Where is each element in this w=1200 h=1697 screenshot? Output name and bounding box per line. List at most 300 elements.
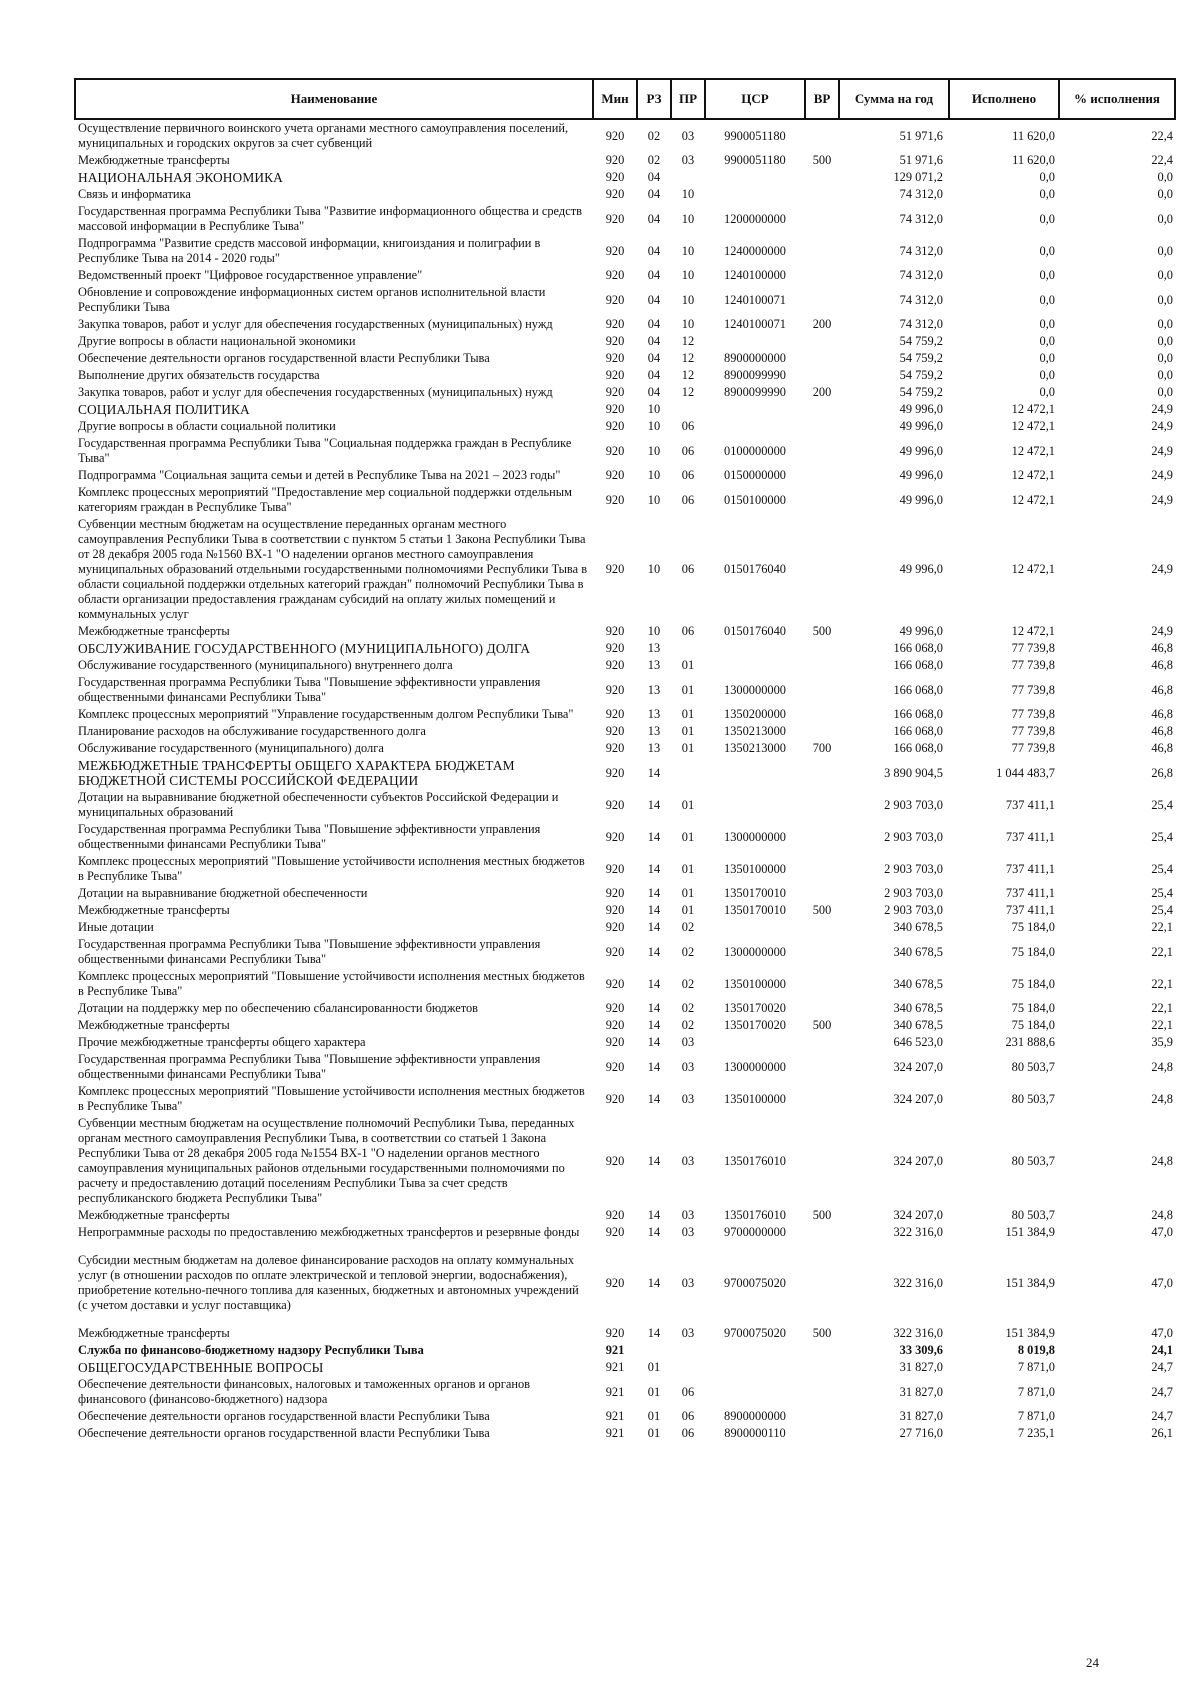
row-sum: 646 523,0: [893, 1035, 943, 1049]
row-done: 151 384,9: [1005, 1225, 1055, 1239]
row-pct: 0,0: [1157, 334, 1173, 348]
row-rz: 04: [647, 268, 661, 282]
row-vr: [805, 1425, 839, 1442]
header-rz: РЗ: [637, 79, 671, 119]
row-pct: 22,4: [1151, 128, 1173, 143]
row-pr: 12: [681, 368, 695, 382]
row-csr: 1350213000: [724, 741, 786, 755]
row-vr: 700: [812, 741, 832, 755]
row-min: 921: [605, 1426, 625, 1440]
row-csr: 0150100000: [724, 492, 786, 507]
row-pr: 01: [681, 724, 695, 738]
row-pct: 0,0: [1157, 368, 1173, 382]
row-csr: 1350170010: [724, 903, 786, 917]
row-done: 737 411,1: [1005, 829, 1055, 844]
row-sum: 49 996,0: [899, 492, 943, 507]
row-name: Выполнение других обязательств государства: [78, 368, 320, 382]
row-name: Планирование расходов на обслуживание государственного долга: [78, 724, 426, 738]
row-pct: 22,1: [1151, 920, 1173, 934]
row-pr: 03: [681, 128, 695, 143]
row-rz: 04: [647, 187, 661, 201]
row-done: 12 472,1: [1011, 443, 1055, 458]
row-csr: 1350170020: [724, 1001, 786, 1015]
row-pr: [671, 640, 705, 657]
row-min: 920: [605, 562, 625, 576]
row-name: Государственная программа Республики Тыва "Повышение эффективности управления общественными финансами Республики Тыва": [78, 937, 541, 966]
row-name: Межбюджетные трансферты: [78, 1326, 230, 1340]
row-pr: 01: [681, 886, 695, 900]
row-rz: 01: [647, 1384, 661, 1399]
row-name: Субсидии местным бюджетам на долевое финансирование расходов на оплату коммунальных услуг (в отношении расходов по оплате электрической и тепловой энергии, водоснабжения), приобретение котельно-печного топлива для казенных, бюджетных и автономных учреждений (с учетом доставки и услуг поставщика): [78, 1253, 579, 1312]
table-row: [75, 169, 1175, 186]
row-pct: 46,8: [1151, 682, 1173, 697]
row-min: 920: [605, 1208, 625, 1222]
table-row: [75, 640, 1175, 657]
row-name: Комплекс процессных мероприятий "Предоставление мер социальной поддержки отдельным категориям граждан в Республике Тыва": [78, 485, 572, 514]
row-rz: 14: [647, 1275, 661, 1290]
row-vr: [805, 284, 839, 316]
row-rz: 14: [647, 1225, 661, 1239]
row-vr: [805, 186, 839, 203]
row-min: 920: [605, 1225, 625, 1239]
row-csr: 1300000000: [724, 682, 786, 697]
table-row: [75, 1376, 1175, 1408]
row-pct: 25,4: [1151, 861, 1173, 876]
row-sum: 49 996,0: [899, 562, 943, 576]
row-csr: 0100000000: [724, 443, 786, 458]
table-row: [75, 1241, 1175, 1314]
row-name: Межбюджетные трансферты: [78, 1018, 230, 1032]
table-row: [75, 235, 1175, 267]
header-pr: ПР: [671, 79, 705, 119]
row-csr: 9700075020: [724, 1275, 786, 1290]
row-vr: [805, 169, 839, 186]
row-csr: 0150176040: [724, 624, 786, 638]
row-pct: 24,8: [1151, 1153, 1173, 1168]
row-pr: 06: [681, 443, 695, 458]
row-rz: 14: [647, 765, 661, 780]
row-csr: [705, 186, 805, 203]
row-sum: 54 759,2: [899, 368, 943, 382]
table-row: [75, 1207, 1175, 1224]
row-done: 11 620,0: [1012, 128, 1055, 143]
row-pct: 24,7: [1151, 1360, 1173, 1374]
row-pct: 46,8: [1151, 741, 1173, 755]
row-pr: 01: [681, 829, 695, 844]
row-csr: 8900099990: [724, 368, 786, 382]
row-vr: [805, 936, 839, 968]
header-vr: ВР: [805, 79, 839, 119]
table-row: [75, 1408, 1175, 1425]
row-pct: 46,8: [1151, 641, 1173, 655]
row-done: 0,0: [1039, 211, 1055, 226]
table-row: [75, 1017, 1175, 1034]
row-name: Государственная программа Республики Тыва "Повышение эффективности управления общественными финансами Республики Тыва": [78, 675, 541, 704]
row-pct: 24,9: [1151, 492, 1173, 507]
row-done: 75 184,0: [1011, 976, 1055, 991]
row-csr: 1350100000: [724, 861, 786, 876]
row-name: Субвенции местным бюджетам на осуществление полномочий Республики Тыва, переданных органам местного самоуправления Республики Тыва, в соответствии со статьей 1 Закона Республики Тыва от 28 декабря 2005 года №1554 ВХ-1 "О наделении органов местного самоуправления муниципальных районов отдельными государственными полномочиями по расчету и предоставлению дотаций поселениям Республики Тыва за счет средств республиканского бюджета Республики Тыва": [78, 1116, 575, 1205]
row-csr: 9700000000: [724, 1225, 786, 1239]
row-name: Другие вопросы в области социальной политики: [78, 419, 336, 433]
row-vr: [805, 1034, 839, 1051]
row-pr: 06: [681, 1384, 695, 1399]
row-name: Подпрограмма "Социальная защита семьи и детей в Республике Тыва на 2021 – 2023 годы": [78, 468, 561, 482]
row-vr: [805, 723, 839, 740]
row-csr: 1300000000: [724, 829, 786, 844]
row-min: 920: [605, 334, 625, 348]
row-pr: [671, 1359, 705, 1376]
table-row: [75, 623, 1175, 640]
row-sum: 49 996,0: [899, 402, 943, 416]
row-pr: 02: [681, 976, 695, 991]
row-csr: [705, 657, 805, 674]
row-min: 920: [605, 724, 625, 738]
row-pct: 22,1: [1151, 976, 1173, 991]
row-name: Обновление и сопровождение информационных систем органов исполнительной власти Республики Тыва: [78, 285, 546, 314]
row-pct: 26,8: [1151, 765, 1173, 780]
row-vr: 500: [812, 624, 832, 638]
row-name: Комплекс процессных мероприятий "Управление государственным долгом Республики Тыва": [78, 707, 574, 721]
table-row: [75, 1051, 1175, 1083]
row-pct: 24,7: [1151, 1384, 1173, 1399]
row-pr: [671, 169, 705, 186]
row-sum: 340 678,5: [893, 1001, 943, 1015]
row-name: Комплекс процессных мероприятий "Повышение устойчивости исполнения местных бюджетов в Республике Тыва": [78, 969, 585, 998]
row-rz: 14: [647, 944, 661, 959]
row-pr: 03: [681, 1225, 695, 1239]
table-row: [75, 919, 1175, 936]
table-row: [75, 484, 1175, 516]
row-done: 80 503,7: [1011, 1208, 1055, 1222]
row-pct: 0,0: [1157, 243, 1173, 258]
row-rz: 14: [647, 920, 661, 934]
row-done: 12 472,1: [1011, 624, 1055, 638]
row-sum: 166 068,0: [893, 741, 943, 755]
row-pr: 06: [681, 624, 695, 638]
table-row: [75, 821, 1175, 853]
row-min: 920: [605, 1018, 625, 1032]
row-csr: 1240100071: [724, 317, 786, 331]
row-pr: 03: [681, 1208, 695, 1222]
row-pr: 06: [681, 1426, 695, 1440]
row-sum: 51 971,6: [899, 128, 943, 143]
row-min: 920: [605, 976, 625, 991]
row-name: Закупка товаров, работ и услуг для обеспечения государственных (муниципальных) нужд: [78, 317, 553, 331]
row-rz: 04: [647, 368, 661, 382]
row-pct: 22,1: [1151, 1018, 1173, 1032]
row-pr: 12: [681, 351, 695, 365]
row-pct: 24,9: [1151, 624, 1173, 638]
row-name: Межбюджетные трансферты: [78, 624, 230, 638]
row-min: 920: [605, 419, 625, 433]
row-rz: 13: [647, 641, 661, 655]
row-sum: 54 759,2: [899, 351, 943, 365]
table-row: [75, 119, 1175, 152]
table-row: [75, 1314, 1175, 1342]
row-sum: 49 996,0: [899, 468, 943, 482]
row-pct: 24,9: [1151, 468, 1173, 482]
row-csr: 1240000000: [724, 243, 786, 258]
row-name: Комплекс процессных мероприятий "Повышение устойчивости исполнения местных бюджетов в Республике Тыва": [78, 1084, 585, 1113]
row-pct: 24,8: [1151, 1091, 1173, 1106]
row-name: ОБЩЕГОСУДАРСТВЕННЫЕ ВОПРОСЫ: [78, 1360, 324, 1375]
table-row: [75, 740, 1175, 757]
table-row: [75, 284, 1175, 316]
row-vr: [805, 885, 839, 902]
row-done: 80 503,7: [1011, 1091, 1055, 1106]
row-min: 920: [605, 292, 625, 307]
row-name: Межбюджетные трансферты: [78, 1208, 230, 1222]
row-pct: 24,9: [1151, 402, 1173, 416]
row-min: 920: [605, 243, 625, 258]
row-rz: 14: [647, 976, 661, 991]
row-done: 0,0: [1039, 317, 1055, 331]
row-vr: [805, 1241, 839, 1314]
row-rz: 14: [647, 797, 661, 812]
row-csr: [705, 757, 805, 789]
row-sum: 2 903 703,0: [884, 886, 943, 900]
row-name: Прочие межбюджетные трансферты общего характера: [78, 1035, 366, 1049]
table-row: [75, 902, 1175, 919]
row-done: 12 472,1: [1011, 492, 1055, 507]
row-pr: 01: [681, 903, 695, 917]
row-pr: 10: [681, 211, 695, 226]
row-rz: 14: [647, 861, 661, 876]
row-vr: [805, 1000, 839, 1017]
row-min: 920: [605, 1326, 625, 1340]
table-row: [75, 723, 1175, 740]
row-sum: 340 678,5: [893, 920, 943, 934]
row-pr: 03: [681, 1091, 695, 1106]
row-done: 75 184,0: [1011, 920, 1055, 934]
row-pr: [671, 757, 705, 789]
row-vr: [805, 350, 839, 367]
row-sum: 2 903 703,0: [884, 829, 943, 844]
row-vr: [805, 1115, 839, 1207]
row-pct: 46,8: [1151, 724, 1173, 738]
row-rz: 04: [647, 351, 661, 365]
row-name: МЕЖБЮДЖЕТНЫЕ ТРАНСФЕРТЫ ОБЩЕГО ХАРАКТЕРА БЮДЖЕТАМ БЮДЖЕТНОЙ СИСТЕМЫ РОССИЙСКОЙ ФЕДЕРАЦИИ: [78, 758, 515, 788]
row-rz: 14: [647, 903, 661, 917]
row-sum: 54 759,2: [899, 385, 943, 399]
row-pr: 10: [681, 243, 695, 258]
row-vr: 500: [812, 153, 832, 167]
row-pct: 22,1: [1151, 1001, 1173, 1015]
table-row: [75, 1034, 1175, 1051]
row-min: 920: [605, 797, 625, 812]
row-name: Обслуживание государственного (муниципального) долга: [78, 741, 384, 755]
row-min: 920: [605, 385, 625, 399]
row-name: СОЦИАЛЬНАЯ ПОЛИТИКА: [78, 402, 250, 417]
table-row: [75, 757, 1175, 789]
table-row: [75, 853, 1175, 885]
row-pct: 47,0: [1151, 1225, 1173, 1239]
row-name: Межбюджетные трансферты: [78, 153, 230, 167]
row-sum: 340 678,5: [893, 944, 943, 959]
row-pr: 01: [681, 741, 695, 755]
row-sum: 74 312,0: [899, 317, 943, 331]
row-vr: [805, 435, 839, 467]
row-pr: 06: [681, 1409, 695, 1423]
table-row: [75, 203, 1175, 235]
table-row: [75, 186, 1175, 203]
row-csr: 1350100000: [724, 976, 786, 991]
row-vr: 500: [812, 1208, 832, 1222]
table-row: [75, 367, 1175, 384]
row-pr: 10: [681, 317, 695, 331]
row-pr: 03: [681, 1059, 695, 1074]
row-done: 75 184,0: [1011, 944, 1055, 959]
row-sum: 322 316,0: [893, 1225, 943, 1239]
row-csr: 1350213000: [724, 724, 786, 738]
row-vr: [805, 674, 839, 706]
row-rz: 14: [647, 1153, 661, 1168]
row-pct: 24,8: [1151, 1208, 1173, 1222]
row-csr: 8900000000: [724, 1409, 786, 1423]
row-sum: 324 207,0: [893, 1153, 943, 1168]
row-csr: 1350170010: [724, 886, 786, 900]
row-vr: [805, 919, 839, 936]
row-vr: [805, 516, 839, 623]
row-csr: 0150176040: [724, 562, 786, 576]
row-name: Обеспечение деятельности органов государственной власти Республики Тыва: [78, 1409, 490, 1423]
row-rz: 04: [647, 292, 661, 307]
row-pr: 01: [681, 797, 695, 812]
row-min: 920: [605, 128, 625, 143]
row-vr: [805, 640, 839, 657]
table-header: [75, 79, 1175, 119]
row-min: 920: [605, 944, 625, 959]
row-rz: 04: [647, 211, 661, 226]
row-name: Государственная программа Республики Тыва "Социальная поддержка граждан в Республике Тыва": [78, 436, 572, 465]
row-pr: 06: [681, 419, 695, 433]
row-rz: 14: [647, 1059, 661, 1074]
row-min: 920: [605, 351, 625, 365]
row-pct: 25,4: [1151, 829, 1173, 844]
row-min: 920: [605, 903, 625, 917]
row-csr: 1240100000: [724, 268, 786, 282]
row-min: 920: [605, 402, 625, 416]
table-row: [75, 384, 1175, 401]
row-vr: 500: [812, 903, 832, 917]
row-vr: 500: [812, 1326, 832, 1340]
table-row: [75, 1000, 1175, 1017]
row-sum: 2 903 703,0: [884, 861, 943, 876]
row-min: 920: [605, 707, 625, 721]
row-min: 920: [605, 170, 625, 184]
row-done: 0,0: [1039, 187, 1055, 201]
row-done: 7 235,1: [1017, 1426, 1055, 1440]
row-csr: 1300000000: [724, 1059, 786, 1074]
budget-execution-sheet: [74, 78, 1174, 1442]
row-pr: 06: [681, 468, 695, 482]
table-row: [75, 418, 1175, 435]
row-sum: 166 068,0: [893, 641, 943, 655]
row-name: Обслуживание государственного (муниципального) внутреннего долга: [78, 658, 453, 672]
table-row: [75, 657, 1175, 674]
header-csr: ЦСР: [705, 79, 805, 119]
row-rz: 13: [647, 724, 661, 738]
row-vr: [805, 1083, 839, 1115]
row-rz: 10: [647, 419, 661, 433]
table-row: [75, 789, 1175, 821]
row-done: 12 472,1: [1011, 562, 1055, 576]
row-pr: 10: [681, 187, 695, 201]
row-vr: [805, 1224, 839, 1241]
row-name: Обеспечение деятельности финансовых, налоговых и таможенных органов и органов финансового (финансово-бюджетного) надзора: [78, 1377, 530, 1406]
row-rz: 02: [647, 128, 661, 143]
row-vr: [805, 757, 839, 789]
row-sum: 340 678,5: [893, 1018, 943, 1032]
row-rz: 04: [647, 317, 661, 331]
table-row: [75, 1224, 1175, 1241]
table-row: [75, 316, 1175, 333]
row-sum: 74 312,0: [899, 187, 943, 201]
row-sum: 166 068,0: [893, 682, 943, 697]
row-pct: 25,4: [1151, 797, 1173, 812]
row-csr: 1300000000: [724, 944, 786, 959]
row-name: Государственная программа Республики Тыва "Повышение эффективности управления общественными финансами Республики Тыва": [78, 1052, 541, 1081]
row-name: НАЦИОНАЛЬНАЯ ЭКОНОМИКА: [78, 170, 283, 185]
row-name: Обеспечение деятельности органов государственной власти Республики Тыва: [78, 1426, 490, 1440]
row-csr: [705, 919, 805, 936]
row-sum: 74 312,0: [899, 292, 943, 307]
row-sum: 49 996,0: [899, 624, 943, 638]
row-done: 0,0: [1039, 292, 1055, 307]
row-pct: 24,7: [1151, 1409, 1173, 1423]
row-vr: 500: [812, 1018, 832, 1032]
row-pr: 03: [681, 1275, 695, 1290]
row-rz: 14: [647, 829, 661, 844]
row-pr: 01: [681, 658, 695, 672]
row-name: Связь и информатика: [78, 187, 191, 201]
row-done: 7 871,0: [1017, 1360, 1055, 1374]
row-vr: [805, 203, 839, 235]
row-min: 920: [605, 317, 625, 331]
row-min: 920: [605, 468, 625, 482]
row-sum: 324 207,0: [893, 1059, 943, 1074]
row-rz: 04: [647, 385, 661, 399]
row-sum: 74 312,0: [899, 243, 943, 258]
row-done: 0,0: [1039, 170, 1055, 184]
row-csr: [705, 789, 805, 821]
row-done: 77 739,8: [1011, 658, 1055, 672]
row-vr: [805, 853, 839, 885]
row-sum: 31 827,0: [899, 1360, 943, 1374]
row-sum: 324 207,0: [893, 1091, 943, 1106]
row-done: 151 384,9: [1005, 1275, 1055, 1290]
row-rz: 13: [647, 658, 661, 672]
row-vr: [805, 1359, 839, 1376]
row-min: 920: [605, 741, 625, 755]
table-row: [75, 350, 1175, 367]
row-csr: 1240100071: [724, 292, 786, 307]
row-vr: [805, 1376, 839, 1408]
row-pr: 02: [681, 1018, 695, 1032]
row-vr: [805, 418, 839, 435]
header-sum: Сумма на год: [839, 79, 949, 119]
row-done: 737 411,1: [1005, 797, 1055, 812]
row-done: 1 044 483,7: [996, 765, 1055, 780]
row-done: 12 472,1: [1011, 419, 1055, 433]
row-csr: 9900051180: [724, 153, 786, 167]
table-row: [75, 706, 1175, 723]
row-done: 231 888,6: [1005, 1035, 1055, 1049]
row-pr: 01: [681, 682, 695, 697]
table-row: [75, 516, 1175, 623]
row-rz: 14: [647, 1035, 661, 1049]
